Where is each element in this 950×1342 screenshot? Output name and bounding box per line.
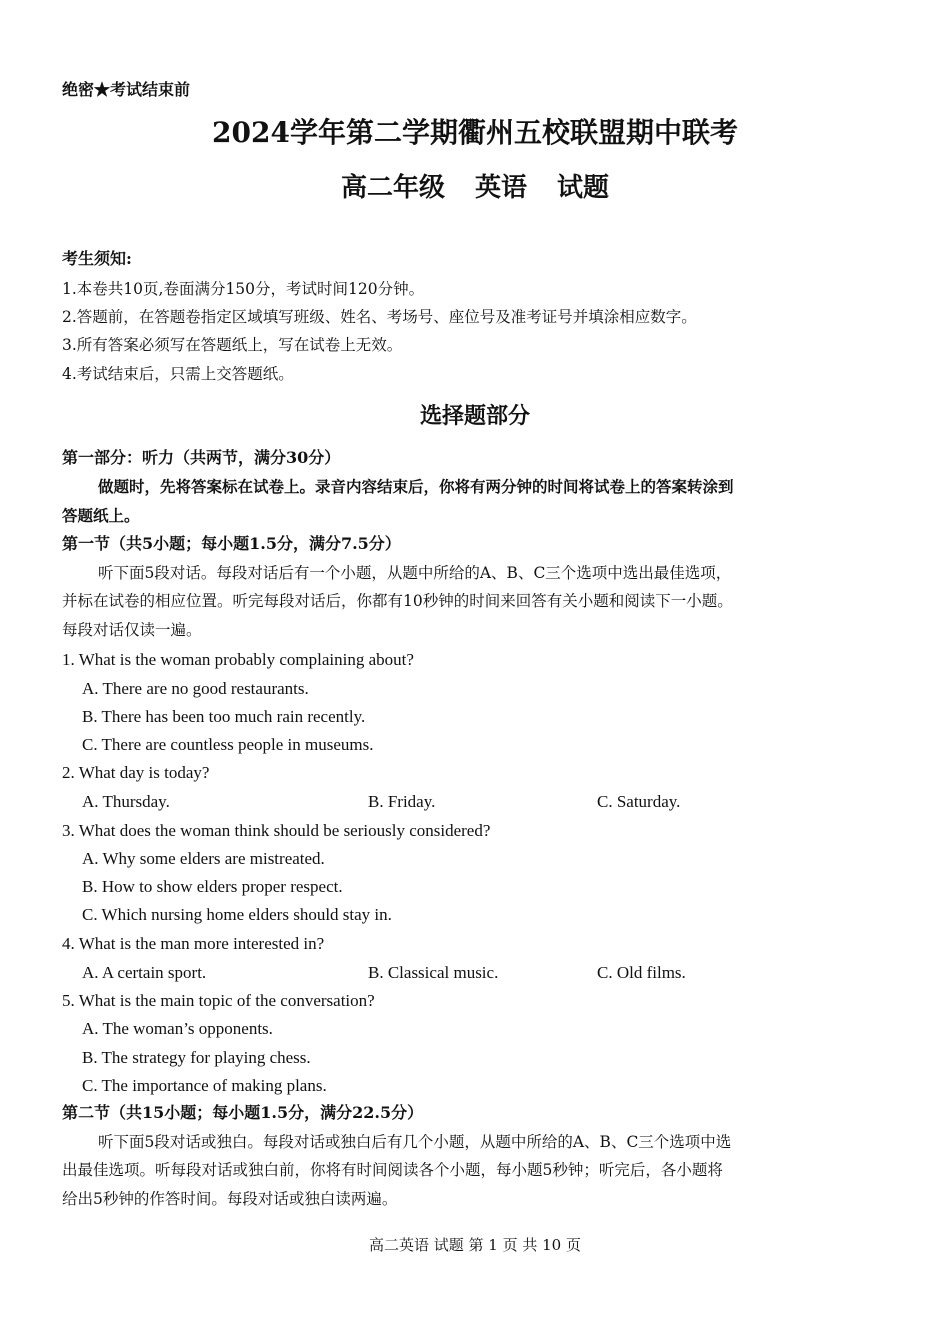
secret-label: 绝密★考试结束前 <box>62 80 191 99</box>
question-stem: 2. What day is today? <box>62 763 210 782</box>
question-option: C. The importance of making plans. <box>82 1076 327 1095</box>
question-option: B. The strategy for playing chess. <box>82 1048 311 1067</box>
question-option: A. Why some elders are mistreated. <box>82 849 325 868</box>
question-option: C. Saturday. <box>597 792 681 811</box>
question-option: A. There are no good restaurants. <box>82 679 309 698</box>
question-option: C. Which nursing home elders should stay in. <box>82 905 392 924</box>
question-stem: 4. What is the man more interested in? <box>62 934 325 953</box>
section2-instruction: 给出5秒钟的作答时间。每段对话或独白读两遍。 <box>62 1190 398 1208</box>
question-stem: 3. What does the woman think should be seriously considered? <box>62 821 491 840</box>
section2-heading: 第二节（共15小题；每小题1.5分，满分22.5分） <box>62 1103 424 1122</box>
part1-heading: 第一部分：听力（共两节，满分30分） <box>62 448 341 467</box>
section2-instruction: 听下面5段对话或独白。每段对话或独白后有几个小题，从题中所给的A、B、C三个选项中选 <box>98 1133 732 1151</box>
exam-subtitle <box>0 170 950 206</box>
notice-item: 1.本卷共10页,卷面满分150分，考试时间120分钟。 <box>62 280 425 298</box>
notice-item: 4.考试结束后，只需上交答题纸。 <box>62 365 294 383</box>
question-option: A. The woman’s opponents. <box>82 1019 273 1038</box>
section1-instruction: 听下面5段对话。每段对话后有一个小题，从题中所给的A、B、C三个选项中选出最佳选项， <box>98 564 732 582</box>
notice-item: 2.答题前，在答题卷指定区域填写班级、姓名、考场号、座位号及准考证号并填涂相应数字。 <box>62 308 697 326</box>
section1-instruction: 每段对话仅读一遍。 <box>62 621 202 639</box>
subtitle-grade: 高二年级 <box>340 173 445 203</box>
question-option: C. Old films. <box>597 963 686 982</box>
part1-instruction: 答题纸上。 <box>62 506 140 525</box>
question-option: B. Classical music. <box>368 963 499 982</box>
subtitle-subject: 英语 <box>474 173 527 203</box>
subtitle-paper: 试题 <box>557 173 610 203</box>
notice-item: 3.所有答案必须写在答题纸上，写在试卷上无效。 <box>62 336 403 354</box>
question-option: A. Thursday. <box>82 792 170 811</box>
question-option: A. A certain sport. <box>82 963 207 982</box>
question-stem: 1. What is the woman probably complaining about? <box>62 650 414 669</box>
question-option: B. Friday. <box>368 792 436 811</box>
section-title: 选择题部分 <box>419 403 530 429</box>
part1-instruction: 做题时，先将答案标在试卷上。录音内容结束后，你将有两分钟的时间将试卷上的答案转涂到 <box>98 477 734 496</box>
exam-title: 2024学年第二学期衢州五校联盟期中联考 <box>212 116 738 149</box>
question-option: B. How to show elders proper respect. <box>82 877 343 896</box>
notice-heading: 考生须知: <box>62 249 132 268</box>
question-option: B. There has been too much rain recently. <box>82 707 366 726</box>
question-stem: 5. What is the main topic of the conversation? <box>62 991 375 1010</box>
page-footer: 高二英语 试题 第 1 页 共 10 页 <box>368 1236 581 1254</box>
question-option: C. There are countless people in museums. <box>82 735 374 754</box>
section1-instruction: 并标在试卷的相应位置。听完每段对话后，你都有10秒钟的时间来回答有关小题和阅读下一小题。 <box>62 592 733 610</box>
section2-instruction: 出最佳选项。听每段对话或独白前，你将有时间阅读各个小题，每小题5秒钟；听完后，各小题将 <box>62 1161 723 1179</box>
section1-heading: 第一节（共5小题；每小题1.5分，满分7.5分） <box>62 534 401 553</box>
